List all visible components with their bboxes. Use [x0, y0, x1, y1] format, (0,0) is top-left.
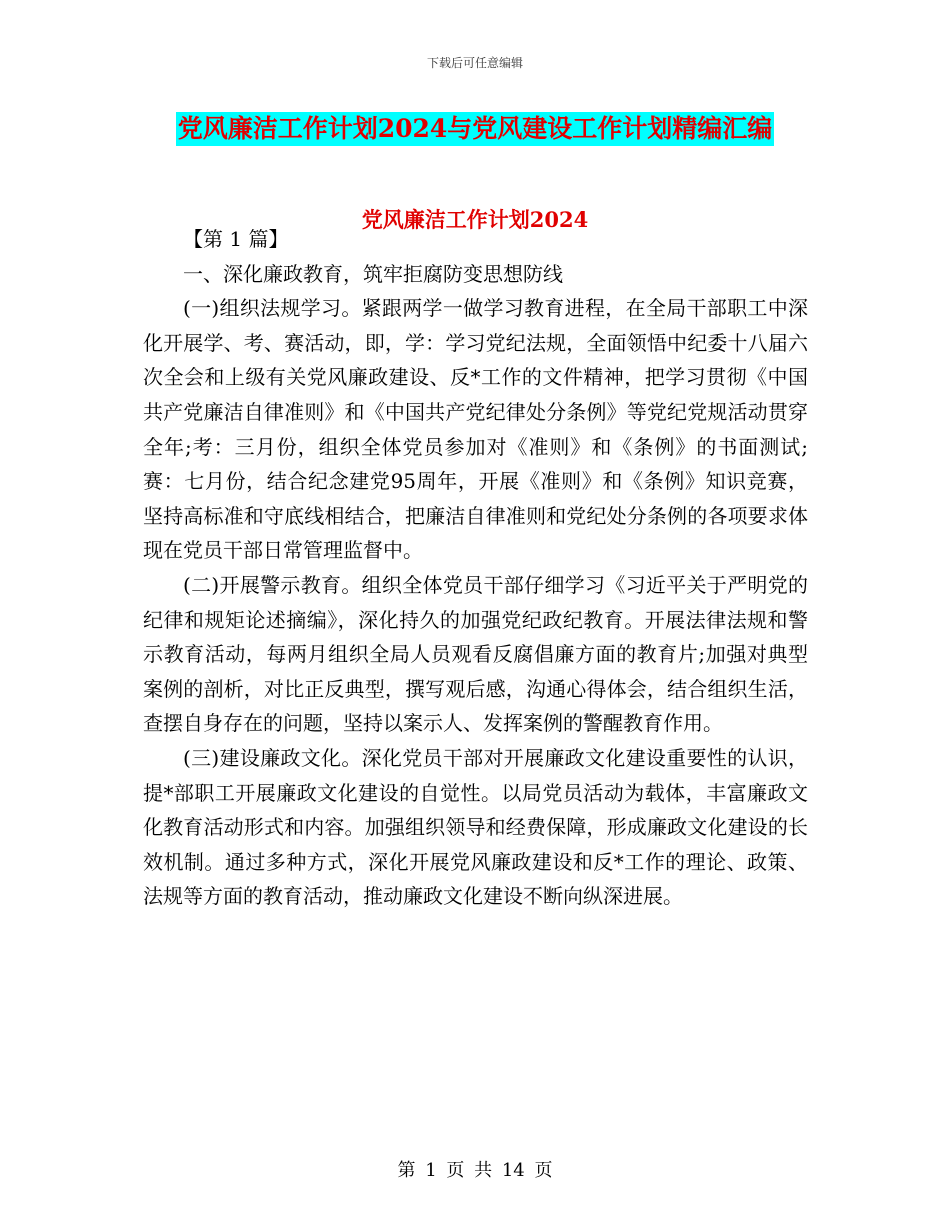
heading-1: 一、深化廉政教育，筑牢拒腐防变思想防线: [183, 261, 563, 286]
sub-title: 党风廉洁工作计划2024: [361, 207, 589, 232]
page-footer: 第 1 页 共 14 页: [397, 1160, 553, 1181]
paragraph-1: (一)组织法规学习。紧跟两学一做学习教育进程，在全局干部职工中深化开展学、考、赛活动，即，学：学习党纪法规，全面领悟中纪委十八届六次全会和上级有关党风廉政建设、反*工作的文件精神，把学习贯彻《中国共产党廉洁自律准则》和《中国共产党纪律处分条例》等党纪党规活动贯穿全年;考：三月份，组织全体党员参加对《准则》和《条例》的书面测试;赛：七月份，结合纪念建党95周年，开展《准则》和《条例》知识竞赛，坚持高标准和守底线相结合，把廉洁自律准则和党纪处分条例的各项要求体现在党员干部日常管理监督中。: [143, 296, 808, 563]
paragraph-3: (三)建设廉政文化。深化党员干部对开展廉政文化建设重要性的认识，提*部职工开展廉政文化建设的自觉性。以局党员活动为载体，丰富廉政文化教育活动形式和内容。加强组织领导和经费保障，形成廉政文化建设的长效机制。通过多种方式，深化开展党风廉政建设和反*工作的理论、政策、法规等方面的教育活动，推动廉政文化建设不断向纵深进展。: [143, 745, 808, 909]
paragraph-2: (二)开展警示教育。组织全体党员干部仔细学习《习近平关于严明党的纪律和规矩论述摘编》，深化持久的加强党纪政纪教育。开展法律法规和警示教育活动，每两月组织全局人员观看反腐倡廉方面的教育片;加强对典型案例的剖析，对比正反典型，撰写观后感，沟通心得体会，结合组织生活，查摆自身存在的问题，坚持以案示人、发挥案例的警醒教育作用。: [143, 572, 808, 736]
section-label: 【第 1 篇】: [183, 227, 289, 251]
main-title: 党风廉洁工作计划2024与党风建设工作计划精编汇编: [176, 112, 775, 146]
header-note: 下载后可任意编辑: [426, 56, 523, 70]
main-title-container: [0, 112, 950, 146]
document-body: [143, 222, 808, 914]
